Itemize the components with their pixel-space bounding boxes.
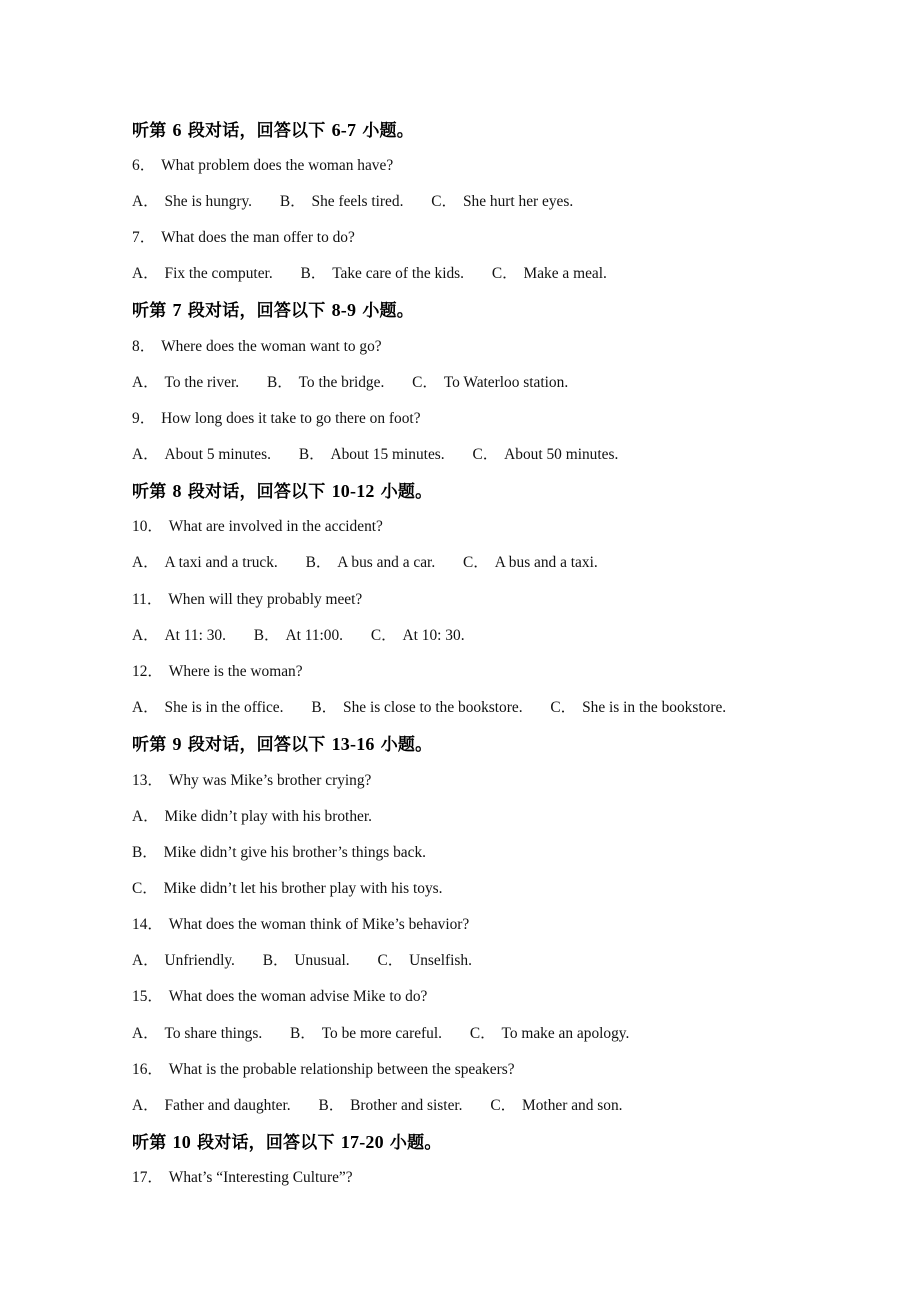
- option-letter: B．: [300, 265, 327, 282]
- option-letter: A．: [132, 1097, 159, 1114]
- question-number: 10．: [132, 518, 163, 535]
- option-a[interactable]: [132, 949, 235, 973]
- option-text: She is close to the bookstore.: [343, 699, 523, 716]
- question-text: What are involved in the accident?: [168, 518, 383, 535]
- option-c[interactable]: [377, 949, 472, 973]
- option-c[interactable]: [463, 551, 598, 575]
- option-letter: C．: [431, 193, 457, 210]
- section-heading: [132, 1130, 442, 1154]
- option-letter: A．: [132, 627, 159, 644]
- option-letter: A．: [132, 808, 159, 825]
- heading-prefix: 听第: [132, 1133, 167, 1153]
- option-letter: B．: [311, 699, 338, 716]
- option-a[interactable]: [132, 805, 372, 829]
- question-range: 13-16: [331, 734, 375, 754]
- option-a[interactable]: [132, 190, 252, 214]
- option-letter: C．: [377, 952, 404, 969]
- question-number: 13．: [132, 772, 163, 789]
- question: [132, 1058, 515, 1082]
- option-letter: C．: [463, 554, 489, 571]
- option-text: At 11: 30.: [164, 627, 226, 644]
- section-heading: [132, 118, 414, 142]
- question-range: 17-20: [340, 1132, 384, 1152]
- option-a[interactable]: [132, 371, 239, 395]
- option-letter: B．: [279, 193, 306, 210]
- option-b[interactable]: [299, 443, 445, 467]
- options-row: [132, 696, 726, 720]
- question-text: How long does it take to go there on foot?: [161, 410, 421, 427]
- option-b[interactable]: [280, 190, 404, 214]
- question: [132, 335, 382, 359]
- option-text: To make an apology.: [501, 1025, 630, 1042]
- option-letter: C．: [132, 880, 158, 897]
- question-text: When will they probably meet?: [168, 591, 363, 608]
- option-text: She feels tired.: [311, 193, 404, 210]
- question-text: What’s “Interesting Culture”?: [168, 1169, 353, 1186]
- heading-prefix: 听第: [132, 121, 167, 141]
- option-letter: B．: [318, 1097, 345, 1114]
- option-text: Mother and son.: [522, 1097, 623, 1114]
- heading-mid: 段对话，回答以下: [197, 1133, 335, 1153]
- heading-suffix: 小题。: [389, 1133, 442, 1153]
- option-letter: A．: [132, 554, 159, 571]
- options-row: [132, 624, 465, 648]
- option-letter: B．: [298, 446, 325, 463]
- option-letter: A．: [132, 374, 159, 391]
- section-heading: [132, 732, 432, 756]
- question-text: Where does the woman want to go?: [161, 338, 382, 355]
- option-a[interactable]: [132, 1094, 291, 1118]
- option-letter: C．: [491, 265, 518, 282]
- option-text: At 11:00.: [285, 627, 344, 644]
- option-c[interactable]: [431, 190, 573, 214]
- option-letter: B．: [262, 952, 289, 969]
- option-c[interactable]: [492, 262, 607, 286]
- option-letter: B．: [253, 627, 280, 644]
- question-number: 17．: [132, 1169, 163, 1186]
- dialog-number: 10: [172, 1132, 191, 1152]
- options-row: [132, 443, 618, 467]
- heading-mid: 段对话，回答以下: [187, 301, 326, 321]
- options-row: [132, 1022, 629, 1046]
- option-a[interactable]: [132, 624, 226, 648]
- heading-mid: 段对话，回答以下: [187, 735, 326, 755]
- option-text: To the river.: [164, 374, 240, 391]
- question-text: What problem does the woman have?: [161, 157, 394, 174]
- option-text: Fix the computer.: [164, 265, 273, 282]
- option-c[interactable]: [473, 443, 619, 467]
- option-letter: A．: [132, 265, 159, 282]
- heading-suffix: 小题。: [362, 121, 414, 141]
- option-b[interactable]: [311, 696, 522, 720]
- question: [132, 913, 469, 937]
- option-letter: A．: [132, 446, 159, 463]
- section-heading: [132, 479, 432, 503]
- option-letter: B．: [132, 844, 158, 861]
- option-b[interactable]: [290, 1022, 442, 1046]
- question-text: What does the man offer to do?: [161, 229, 355, 246]
- options-row: [132, 551, 598, 575]
- option-text: To the bridge.: [298, 374, 385, 391]
- question-number: 14．: [132, 916, 163, 933]
- question: [132, 588, 362, 612]
- option-text: Take care of the kids.: [332, 265, 465, 282]
- question-number: 9．: [132, 410, 156, 427]
- option-text: Father and daughter.: [164, 1097, 291, 1114]
- dialog-number: 6: [172, 120, 182, 140]
- option-text: Unselfish.: [409, 952, 472, 969]
- question-text: What does the woman think of Mike’s behavior?: [168, 916, 470, 933]
- option-b[interactable]: [267, 371, 384, 395]
- heading-prefix: 听第: [132, 482, 167, 502]
- heading-suffix: 小题。: [380, 735, 433, 755]
- option-a[interactable]: [132, 443, 271, 467]
- question-text: Why was Mike’s brother crying?: [168, 772, 372, 789]
- option-letter: B．: [290, 1025, 316, 1042]
- option-text: Unusual.: [294, 952, 350, 969]
- option-b[interactable]: [254, 624, 343, 648]
- option-b[interactable]: [318, 1094, 462, 1118]
- question-number: 8．: [132, 338, 156, 355]
- options-row: [132, 1094, 623, 1118]
- option-a[interactable]: [132, 551, 278, 575]
- option-letter: A．: [132, 1025, 159, 1042]
- option-text: About 15 minutes.: [330, 446, 445, 463]
- question-text: What is the probable relationship between the speakers?: [168, 1061, 515, 1078]
- question: [132, 515, 383, 539]
- option-text: Mike didn’t play with his brother.: [164, 808, 372, 825]
- option-c[interactable]: [412, 371, 568, 395]
- option-text: At 10: 30.: [402, 627, 465, 644]
- option-letter: B．: [305, 554, 332, 571]
- heading-mid: 段对话，回答以下: [187, 121, 326, 141]
- option-letter: C．: [490, 1097, 517, 1114]
- option-text: To be more careful.: [321, 1025, 442, 1042]
- question-number: 16．: [132, 1061, 163, 1078]
- option-c[interactable]: [470, 1022, 630, 1046]
- question-range: 10-12: [331, 481, 375, 501]
- question-range: 8-9: [331, 300, 357, 320]
- question-number: 12．: [132, 663, 163, 680]
- question: [132, 407, 421, 431]
- heading-mid: 段对话，回答以下: [187, 482, 326, 502]
- question-number: 15．: [132, 988, 163, 1005]
- option-letter: C．: [412, 374, 438, 391]
- question-text: Where is the woman?: [168, 663, 303, 680]
- option-letter: C．: [370, 627, 397, 644]
- option-a[interactable]: [132, 262, 273, 286]
- option-text: Mike didn’t let his brother play with his toys.: [163, 880, 443, 897]
- options-row: [132, 190, 573, 214]
- option-a[interactable]: [132, 1022, 262, 1046]
- options-row: [132, 949, 472, 973]
- option-c[interactable]: [371, 624, 465, 648]
- option-text: Mike didn’t give his brother’s things back.: [163, 844, 426, 861]
- option-text: Make a meal.: [523, 265, 607, 282]
- option-b[interactable]: [263, 949, 350, 973]
- options-row: [132, 371, 568, 395]
- option-text: A bus and a taxi.: [494, 554, 598, 571]
- option-letter: B．: [266, 374, 293, 391]
- heading-prefix: 听第: [132, 301, 167, 321]
- question-text: What does the woman advise Mike to do?: [168, 988, 428, 1005]
- option-a[interactable]: [132, 696, 284, 720]
- dialog-number: 9: [172, 734, 182, 754]
- heading-prefix: 听第: [132, 735, 167, 755]
- option-letter: A．: [132, 952, 159, 969]
- question: [132, 769, 371, 793]
- question: [132, 226, 355, 250]
- question-range: 6-7: [331, 120, 357, 140]
- option-text: She is in the office.: [164, 699, 284, 716]
- option-c[interactable]: [550, 696, 726, 720]
- options-row: [132, 262, 607, 286]
- section-heading: [132, 298, 414, 322]
- option-text: To share things.: [164, 1025, 263, 1042]
- question: [132, 985, 427, 1009]
- option-letter: C．: [469, 1025, 496, 1042]
- option-text: She is in the bookstore.: [582, 699, 727, 716]
- option-text: About 5 minutes.: [164, 446, 271, 463]
- option-text: To Waterloo station.: [443, 374, 569, 391]
- option-b[interactable]: [306, 551, 436, 575]
- option-b[interactable]: [301, 262, 464, 286]
- dialog-number: 8: [172, 481, 182, 501]
- dialog-number: 7: [172, 300, 182, 320]
- option-letter: A．: [132, 193, 159, 210]
- option-c[interactable]: [132, 877, 443, 901]
- question-number: 6．: [132, 157, 156, 174]
- option-text: A bus and a car.: [337, 554, 436, 571]
- question: [132, 154, 393, 178]
- question-number: 7．: [132, 229, 156, 246]
- heading-suffix: 小题。: [362, 301, 414, 321]
- option-letter: A．: [132, 699, 159, 716]
- option-text: Unfriendly.: [164, 952, 235, 969]
- question-number: 11．: [132, 591, 163, 608]
- question: [132, 660, 303, 684]
- option-c[interactable]: [490, 1094, 622, 1118]
- heading-suffix: 小题。: [380, 482, 433, 502]
- option-text: A taxi and a truck.: [164, 554, 278, 571]
- option-letter: C．: [550, 699, 577, 716]
- option-text: She is hungry.: [164, 193, 253, 210]
- option-text: Brother and sister.: [350, 1097, 463, 1114]
- option-letter: C．: [472, 446, 499, 463]
- option-text: She hurt her eyes.: [462, 193, 574, 210]
- option-b[interactable]: [132, 841, 426, 865]
- option-text: About 50 minutes.: [504, 446, 619, 463]
- question: [132, 1166, 353, 1190]
